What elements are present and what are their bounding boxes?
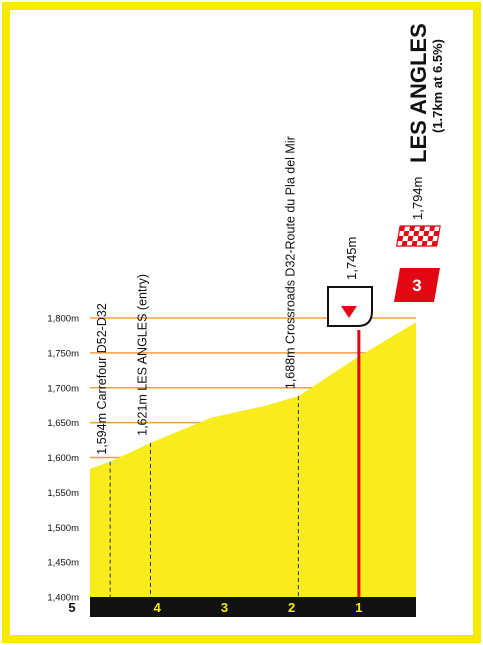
annotation-label: 1,594m Carrefour D52-D32: [95, 303, 110, 455]
finish-climb-detail: (1.7km at 6.5%): [430, 39, 445, 133]
flag-square: [413, 236, 419, 241]
flag-square: [424, 226, 430, 231]
y-tick-label: 1,700m: [47, 383, 79, 395]
y-tick-label: 1,450m: [47, 557, 79, 569]
flag-square: [423, 236, 429, 241]
annotation-label: 1,688m Crossroads D32-Route du Pla del Mir: [283, 136, 298, 390]
flag-square: [408, 236, 414, 241]
y-tick-label: 1,600m: [47, 453, 79, 464]
finish-altitude-label: 1,794m: [410, 176, 425, 220]
finish-block: [394, 23, 445, 302]
flag-square: [404, 226, 410, 231]
flag-square: [429, 226, 435, 231]
flag-square: [412, 241, 418, 246]
flag-square: [418, 231, 424, 236]
checkered-flag-icon: [397, 226, 441, 246]
flag-square: [414, 226, 420, 231]
flag-square: [418, 236, 424, 241]
flag-square: [427, 241, 433, 246]
x-tick-label: 1: [355, 600, 363, 615]
y-tick-label: 1,750m: [47, 348, 79, 360]
flag-square: [403, 231, 409, 236]
x-tick-label: 4: [153, 600, 161, 615]
flag-square: [428, 231, 434, 236]
flag-square: [402, 241, 408, 246]
y-tick-label: 1,650m: [47, 418, 79, 430]
flag-square: [417, 241, 423, 246]
y-tick-label: 1,500m: [47, 522, 79, 534]
km-baseline-band: [90, 597, 416, 617]
flag-square: [413, 231, 419, 236]
x-tick-label: 3: [220, 600, 229, 615]
y-axis-tick-labels: [47, 314, 79, 604]
flag-square: [419, 226, 425, 231]
x-tick-label: 5: [68, 600, 76, 615]
flag-square: [407, 241, 413, 246]
flamme-rouge-altitude-label: 1,745m: [344, 236, 359, 280]
finish-name: LES ANGLES: [406, 23, 431, 163]
flag-square: [409, 226, 415, 231]
flag-square: [423, 231, 429, 236]
x-tick-label: 2: [288, 600, 296, 615]
flag-square: [403, 236, 409, 241]
flag-square: [428, 236, 434, 241]
flag-square: [422, 241, 428, 246]
annotation-label: 1,621m LES ANGLES (entry): [135, 273, 150, 436]
y-tick-label: 1,800m: [47, 313, 79, 325]
flag-square: [408, 231, 414, 236]
y-tick-label: 1,550m: [47, 487, 79, 499]
category-number: 3: [412, 276, 422, 295]
y-tick-label: 1,400m: [47, 592, 79, 604]
